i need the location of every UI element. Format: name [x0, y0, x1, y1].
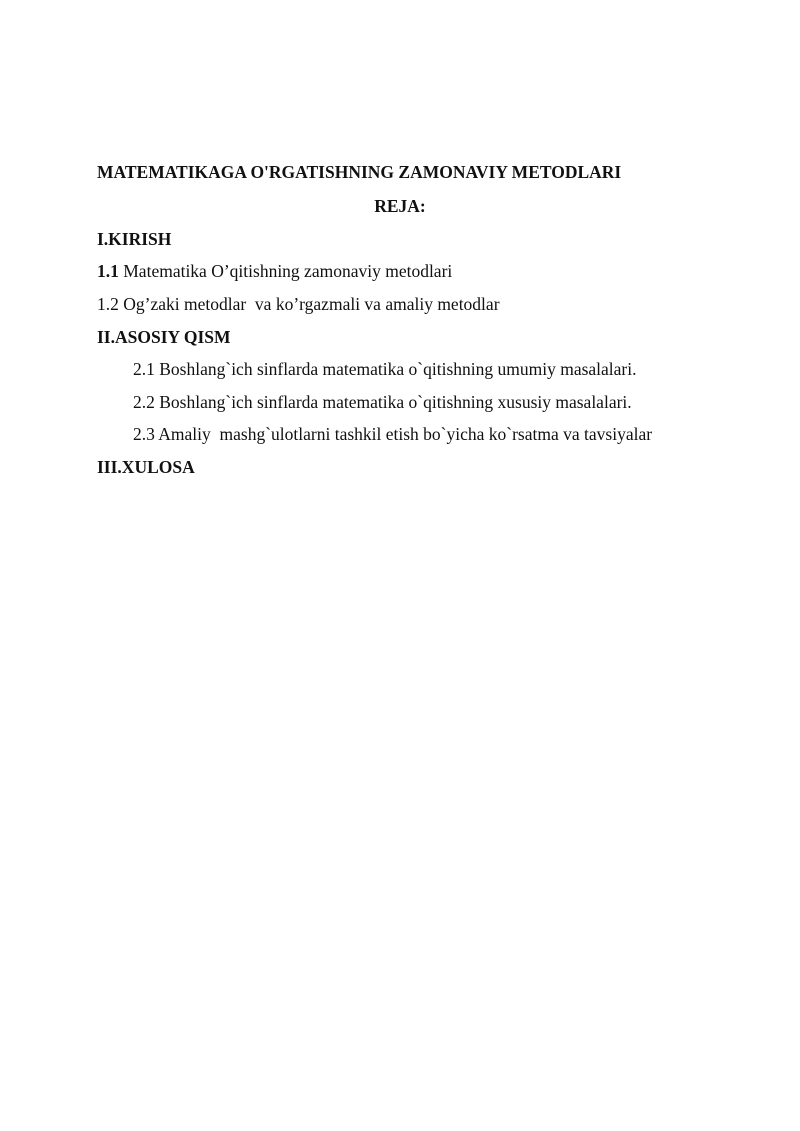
section-1-heading: I.KIRISH: [97, 229, 172, 249]
plan-heading: REJA:: [374, 196, 426, 216]
plan-item-2-2: 2.2 Boshlang`ich sinflarda matematika o`qitishning xususiy masalalari.: [133, 392, 632, 412]
section-2-heading: II.ASOSIY QISM: [97, 327, 231, 347]
plan-item-1-2: 1.2 Og’zaki metodlar va ko’rgazmali va amaliy metodlar: [97, 294, 500, 314]
plan-item-1-1: [97, 260, 452, 282]
plan-item-2-3: 2.3 Amaliy mashg`ulotlarni tashkil etish bo`yicha ko`rsatma va tavsiyalar: [133, 424, 653, 444]
plan-item-1-1-text: Matematika O’qitishning zamonaviy metodlari: [118, 261, 453, 281]
plan-item-1-1-number: 1.1: [97, 261, 119, 281]
section-3-heading: III.XULOSA: [97, 457, 195, 477]
plan-item-2-1: 2.1 Boshlang`ich sinflarda matematika o`qitishning umumiy masalalari.: [133, 359, 637, 379]
document-title: MATEMATIKAGA O'RGATISHNING ZAMONAVIY METODLARI: [97, 162, 622, 182]
